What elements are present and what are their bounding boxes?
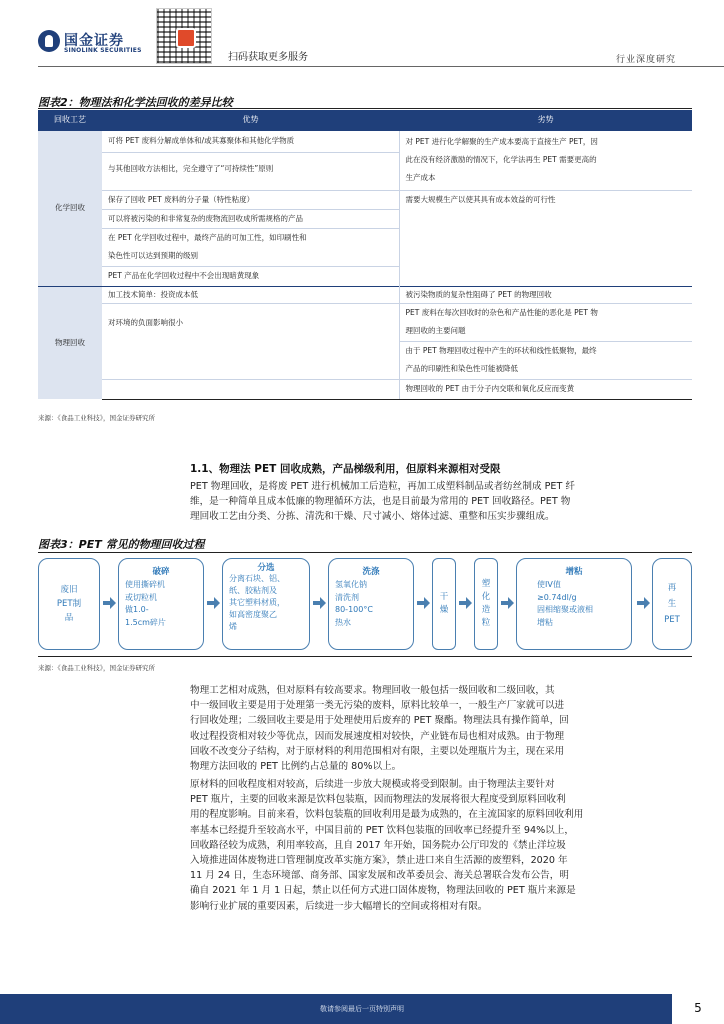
body-paragraph-1	[190, 683, 688, 774]
step-line: 塑	[481, 579, 491, 589]
phys-dis-1: 被污染物质的复杂性阻碍了 PET 的物理回收	[399, 286, 692, 303]
para-line: 物理方法回收的 PET 比例约占总量的 80%以上。	[190, 761, 402, 773]
step-line: 造	[481, 605, 491, 615]
flow-step-waste-pet	[38, 558, 100, 650]
intro-line: 理回收工艺由分类、分拣、清洗和干燥、尺寸减小、熔体过滤、重整和压实步骤组成。	[190, 511, 555, 523]
page-number: 5	[694, 1001, 702, 1015]
step-line: 再	[667, 583, 677, 593]
step-line: 1.5cm碎片	[125, 617, 166, 627]
chem-adv-line: 在 PET 化学回收过程中，最终产品的可加工性，如印刷性和	[108, 233, 307, 242]
sinolink-logo-icon	[38, 30, 60, 52]
phys-adv-1: 加工技术简单：投资成本低	[102, 286, 399, 303]
step-line: 纸、胶粘剂及	[229, 586, 277, 595]
flow-step-washing	[328, 558, 414, 650]
table2-title: 图表2：物理法和化学法回收的差异比较	[38, 96, 233, 109]
phys-dis-line: 理回收的主要问题	[405, 326, 466, 335]
step-line: 使用撕碎机	[125, 580, 165, 589]
step-line: 生	[667, 599, 677, 609]
step-line: 烯	[229, 622, 237, 631]
flow-step-drying	[432, 558, 456, 650]
step-line: 做1.0-	[125, 605, 149, 614]
step-line: 使IV值	[537, 580, 561, 589]
flow-step-pelletizing	[474, 558, 498, 650]
flow-step-sorting	[222, 558, 310, 650]
table2-source: 来源：《食品工业科技》，国金证券研究所	[38, 414, 155, 422]
phys-dis-line: 由于 PET 物理回收过程中产生的环状和线性低聚物，最终	[405, 346, 597, 355]
arrow-right-icon	[312, 596, 326, 610]
step-line: 燥	[439, 605, 449, 615]
chem-dis-1	[399, 130, 692, 190]
para-line: 回收不改变分子结构，对于原材料的利用范围相对有限，主要以处理瓶片为主，现在采用	[190, 745, 565, 757]
chem-dis-line: 生产成本	[405, 173, 436, 182]
step-line: 干	[439, 592, 449, 602]
chem-dis-line: 对 PET 进行化学解聚的生产成本要高于直接生产 PET，因	[405, 137, 598, 146]
table-row	[38, 286, 692, 303]
table-row	[38, 379, 692, 399]
table-row	[38, 303, 692, 341]
para-line: 回收路径较为成熟，利用率较高，且自 2017 年开始，国务院办公厅印发的《禁止洋垃圾	[190, 839, 566, 851]
chem-adv-2: 与其他回收方法相比，完全遵守了“可持续性”原则	[102, 152, 399, 186]
step-line: 热水	[335, 617, 351, 627]
step-line: PET	[664, 615, 680, 625]
para-line: 入境推进固体废物进口管理制度改革实施方案》，禁止进口来自生活源的废塑料，2020 年	[190, 855, 568, 867]
report-type: 行业深度研究	[616, 55, 677, 65]
arrow-right-icon	[500, 596, 514, 610]
step-line: 或切粒机	[125, 592, 157, 602]
recycling-flow-diagram	[38, 558, 692, 650]
step-line: 其它塑料材质，	[229, 598, 285, 607]
logo-english-name: SINOLINK SECURITIES	[64, 47, 142, 54]
chem-dis-line: 此在没有经济激励的情况下，化学法再生 PET 需要更高的	[405, 155, 597, 164]
table2-top-rule	[38, 108, 692, 109]
arrow-right-icon	[636, 596, 650, 610]
para-line: 影响行业扩展的重要因素，后续进一步大幅增长的空间或将相对有限。	[190, 900, 488, 912]
figure3-top-rule	[38, 552, 692, 553]
arrow-right-icon	[416, 596, 430, 610]
qr-caption: 扫码获取更多服务	[228, 52, 308, 63]
para-line: 确自 2021 年 1 月 1 日起，禁止以任何方式进口固体废物，物理法回收的 PET 瓶片来源是	[190, 885, 576, 897]
step-line: 清洗剂	[335, 592, 359, 602]
para-line: PET 瓶片，主要的回收来源是饮料包装瓶，因而物理法的发展将很大程度受到原料回收利	[190, 794, 566, 806]
phys-dis-line: 产品的印刷性和染色性可能被降低	[405, 364, 518, 373]
arrow-right-icon	[206, 596, 220, 610]
para-line: 中一级回收主要是用于处理第一类无污染的废料，原料比较单一，一般生产厂家就可以进	[190, 700, 565, 712]
intro-line: 维，是一种简单且成本低廉的物理循环方法，也是目前最为常用的 PET 回收路径。PET 物	[190, 496, 571, 508]
flow-step-viscosity	[516, 558, 632, 650]
table-header-row	[38, 110, 692, 130]
step-line: 氢氧化钠	[335, 580, 367, 589]
chem-adv-line: 染色性可以达到预期的级别	[108, 251, 198, 260]
step-line: 固相缩聚或液相	[537, 605, 593, 614]
col-header-disadvantage: 劣势	[399, 110, 692, 130]
para-line: 行回收处理；二级回收主要是用于处理使用后废弃的 PET 聚酯。物理法具有操作简单，回	[190, 715, 569, 727]
para-line: 收过程投资相对较少等优点，因而发展速度相对较快，产业链布局也相对成熟。由于物理	[190, 730, 565, 742]
phys-dis-3	[399, 341, 692, 379]
qr-code-icon[interactable]	[156, 8, 212, 64]
para-line: 用的程度影响。目前来看，饮料包装瓶的回收利用是最为成熟的，在主流国家的原料回收利用	[190, 809, 584, 821]
step-line: 废旧	[60, 585, 78, 595]
category-chemical: 化学回收	[38, 130, 102, 286]
step-title: 分选	[257, 563, 275, 573]
step-line: 粒	[481, 618, 491, 628]
chem-adv-3: 保存了回收 PET 废料的分子量（特性粘度）	[102, 190, 399, 209]
logo-chinese-name: 国金证券	[64, 33, 124, 49]
figure3-title: 图表3：PET 常见的物理回收过程	[38, 538, 205, 551]
para-line: 原材料的回收程度相对较高，后续进一步放大规模或将受到限制。由于物理法主要针对	[190, 779, 555, 790]
chem-adv-5	[102, 228, 399, 266]
step-line: 80-100°C	[335, 605, 373, 614]
step-line: PET制	[56, 599, 82, 609]
table-row	[38, 130, 692, 152]
footer-disclaimer[interactable]: 敬请参阅最后一页特别声明	[320, 1005, 404, 1013]
chem-adv-4: 可以将被污染的和非常复杂的废物流回收成所需规格的产品	[102, 209, 399, 228]
figure3-bottom-rule	[38, 656, 692, 657]
table-row	[38, 190, 692, 209]
chem-dis-2: 需要大规模生产以使其具有成本效益的可行性	[399, 190, 692, 286]
chem-adv-6: PET 产品在化学回收过程中不会出现暗黄现象	[102, 266, 399, 286]
step-line: 增粘	[537, 617, 553, 627]
step-line: ≥0.74dl/g	[537, 592, 577, 602]
arrow-right-icon	[458, 596, 472, 610]
intro-line: PET 物理回收，是将废 PET 进行机械加工后造粒，再加工成塑料制品或者纺丝制成 PET 纤	[190, 481, 575, 492]
phys-dis-line: PET 废料在每次回收时的杂色和产品性能的恶化是 PET 物	[405, 308, 598, 317]
section-heading: 1.1、物理法 PET 回收成熟，产品梯级利用，但原料来源相对受限	[190, 463, 501, 475]
step-line: 化	[481, 592, 491, 602]
para-line: 11 月 24 日，生态环境部、商务部、国家发展和改革委员会、海关总署联合发布公告，明	[190, 870, 569, 882]
col-header-process: 回收工艺	[38, 110, 102, 130]
section-intro	[190, 479, 688, 525]
flow-step-crushing	[118, 558, 204, 650]
para-line: 物理工艺相对成熟，但对原料有较高要求。物理回收一般包括一级回收和二级回收，其	[190, 685, 555, 696]
header-divider	[38, 66, 724, 67]
body-paragraph-2	[190, 777, 688, 914]
chem-adv-1: 可将 PET 废料分解成单体和/或其寡聚体和其他化学物质	[102, 130, 399, 152]
comparison-table	[38, 110, 692, 400]
step-line: 品	[64, 613, 74, 623]
col-header-advantage: 优势	[102, 110, 399, 130]
step-title: 洗涤	[362, 567, 380, 577]
arrow-right-icon	[102, 596, 116, 610]
figure3-source: 来源：《食品工业科技》，国金证券研究所	[38, 664, 155, 672]
step-line: 分离石块、铝、	[229, 574, 285, 583]
category-physical: 物理回收	[38, 286, 102, 399]
phys-adv-2: 对环境的负面影响很小	[102, 303, 399, 379]
para-line: 率基本已经提升至较高水平，中国目前的 PET 饮料包装瓶的回收率已经提升至 94%以上，	[190, 824, 574, 836]
step-title: 破碎	[152, 567, 170, 577]
step-line: 如高密度聚乙	[229, 610, 277, 619]
phys-dis-2	[399, 303, 692, 341]
step-title: 增粘	[565, 567, 583, 577]
phys-dis-4: 物理回收的 PET 由于分子内交联和氧化反应而变黄	[399, 379, 692, 399]
flow-step-recycled-pet	[652, 558, 692, 650]
